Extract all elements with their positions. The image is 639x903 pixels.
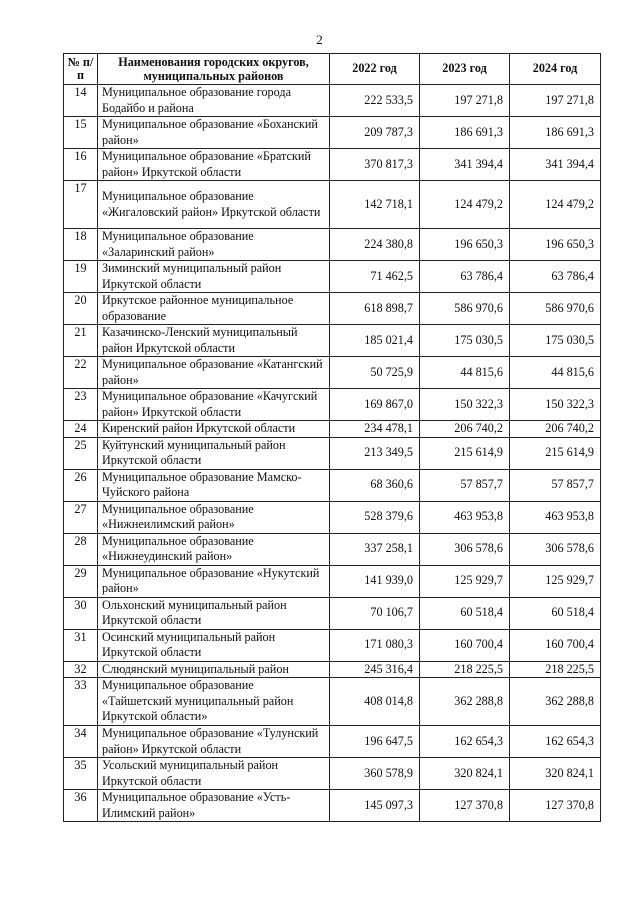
value-2024: 215 614,9	[510, 437, 601, 469]
table-row	[64, 261, 601, 293]
row-name: Муниципальное образование «Боханский район»	[98, 117, 330, 149]
row-name: Муниципальное образование «Жигаловский район» Иркутской области	[98, 181, 330, 229]
row-name: Осинский муниципальный район Иркутской области	[98, 629, 330, 661]
value-2024: 63 786,4	[510, 261, 601, 293]
value-2023: 362 288,8	[420, 678, 510, 726]
row-number: 19	[64, 261, 98, 293]
value-2022: 337 258,1	[330, 533, 420, 565]
table-row	[64, 469, 601, 501]
value-2022: 141 939,0	[330, 565, 420, 597]
value-2023: 586 970,6	[420, 293, 510, 325]
table-row	[64, 181, 601, 229]
table-row	[64, 149, 601, 181]
table-row	[64, 389, 601, 421]
value-2023: 124 479,2	[420, 181, 510, 229]
row-number: 24	[64, 421, 98, 438]
value-2023: 218 225,5	[420, 661, 510, 678]
row-name: Ольхонский муниципальный район Иркутской области	[98, 597, 330, 629]
row-name: Муниципальное образование «Заларинский район»	[98, 229, 330, 261]
row-number: 20	[64, 293, 98, 325]
value-2023: 206 740,2	[420, 421, 510, 438]
row-name: Муниципальное образование «Тайшетский муниципальный район Иркутской области»	[98, 678, 330, 726]
value-2022: 68 360,6	[330, 469, 420, 501]
table-row	[64, 790, 601, 822]
value-2024: 57 857,7	[510, 469, 601, 501]
value-2022: 145 097,3	[330, 790, 420, 822]
value-2024: 160 700,4	[510, 629, 601, 661]
table-row	[64, 597, 601, 629]
row-name: Слюдянский муниципальный район	[98, 661, 330, 678]
value-2022: 71 462,5	[330, 261, 420, 293]
value-2022: 196 647,5	[330, 726, 420, 758]
table-row	[64, 678, 601, 726]
table-row	[64, 421, 601, 438]
row-name: Казачинско-Ленский муниципальный район Иркутской области	[98, 325, 330, 357]
table-row	[64, 533, 601, 565]
value-2024: 186 691,3	[510, 117, 601, 149]
value-2022: 50 725,9	[330, 357, 420, 389]
value-2024: 60 518,4	[510, 597, 601, 629]
value-2024: 306 578,6	[510, 533, 601, 565]
row-number: 31	[64, 629, 98, 661]
value-2023: 320 824,1	[420, 758, 510, 790]
row-number: 21	[64, 325, 98, 357]
value-2022: 234 478,1	[330, 421, 420, 438]
value-2023: 196 650,3	[420, 229, 510, 261]
value-2024: 341 394,4	[510, 149, 601, 181]
value-2024: 150 322,3	[510, 389, 601, 421]
row-number: 35	[64, 758, 98, 790]
value-2022: 213 349,5	[330, 437, 420, 469]
table-row	[64, 758, 601, 790]
row-number: 23	[64, 389, 98, 421]
value-2024: 218 225,5	[510, 661, 601, 678]
header-2023: 2023 год	[420, 54, 510, 85]
row-number: 18	[64, 229, 98, 261]
value-2024: 44 815,6	[510, 357, 601, 389]
row-number: 36	[64, 790, 98, 822]
value-2024: 197 271,8	[510, 85, 601, 117]
row-name: Куйтунский муниципальный район Иркутской области	[98, 437, 330, 469]
value-2022: 245 316,4	[330, 661, 420, 678]
value-2024: 586 970,6	[510, 293, 601, 325]
value-2023: 162 654,3	[420, 726, 510, 758]
table-row	[64, 629, 601, 661]
value-2022: 618 898,7	[330, 293, 420, 325]
row-number: 32	[64, 661, 98, 678]
value-2023: 57 857,7	[420, 469, 510, 501]
value-2022: 360 578,9	[330, 758, 420, 790]
row-number: 28	[64, 533, 98, 565]
value-2023: 60 518,4	[420, 597, 510, 629]
value-2024: 463 953,8	[510, 501, 601, 533]
row-name: Зиминский муниципальный район Иркутской области	[98, 261, 330, 293]
budget-table	[63, 53, 601, 822]
value-2024: 320 824,1	[510, 758, 601, 790]
value-2023: 215 614,9	[420, 437, 510, 469]
table-row	[64, 85, 601, 117]
table-row	[64, 325, 601, 357]
row-number: 25	[64, 437, 98, 469]
row-name: Муниципальное образование «Усть-Илимский район»	[98, 790, 330, 822]
value-2023: 125 929,7	[420, 565, 510, 597]
row-number: 26	[64, 469, 98, 501]
row-number: 16	[64, 149, 98, 181]
row-name: Муниципальное образование «Нижнеилимский район»	[98, 501, 330, 533]
value-2024: 362 288,8	[510, 678, 601, 726]
value-2023: 186 691,3	[420, 117, 510, 149]
value-2024: 206 740,2	[510, 421, 601, 438]
value-2022: 528 379,6	[330, 501, 420, 533]
row-number: 33	[64, 678, 98, 726]
value-2024: 125 929,7	[510, 565, 601, 597]
row-name: Иркутское районное муниципальное образование	[98, 293, 330, 325]
row-number: 30	[64, 597, 98, 629]
value-2023: 463 953,8	[420, 501, 510, 533]
row-number: 22	[64, 357, 98, 389]
header-name: Наименования городских округов, муниципальных районов	[98, 54, 330, 85]
value-2023: 160 700,4	[420, 629, 510, 661]
value-2023: 150 322,3	[420, 389, 510, 421]
table-row	[64, 501, 601, 533]
value-2023: 341 394,4	[420, 149, 510, 181]
row-number: 27	[64, 501, 98, 533]
value-2024: 127 370,8	[510, 790, 601, 822]
value-2023: 44 815,6	[420, 357, 510, 389]
table-row	[64, 357, 601, 389]
header-num: № п/п	[64, 54, 98, 85]
value-2022: 70 106,7	[330, 597, 420, 629]
table-row	[64, 661, 601, 678]
row-name: Муниципальное образование города Бодайбо и района	[98, 85, 330, 117]
row-number: 15	[64, 117, 98, 149]
value-2022: 209 787,3	[330, 117, 420, 149]
value-2022: 171 080,3	[330, 629, 420, 661]
value-2022: 224 380,8	[330, 229, 420, 261]
value-2024: 175 030,5	[510, 325, 601, 357]
value-2022: 222 533,5	[330, 85, 420, 117]
header-2022: 2022 год	[330, 54, 420, 85]
table-header-row	[64, 54, 601, 85]
header-2024: 2024 год	[510, 54, 601, 85]
value-2022: 169 867,0	[330, 389, 420, 421]
value-2023: 127 370,8	[420, 790, 510, 822]
row-name: Киренский район Иркутской области	[98, 421, 330, 438]
value-2022: 142 718,1	[330, 181, 420, 229]
page-number: 2	[316, 32, 323, 47]
value-2023: 175 030,5	[420, 325, 510, 357]
row-name: Муниципальное образование «Братский район» Иркутской области	[98, 149, 330, 181]
value-2024: 162 654,3	[510, 726, 601, 758]
table-row	[64, 437, 601, 469]
value-2022: 370 817,3	[330, 149, 420, 181]
row-name: Муниципальное образование «Нукутский район»	[98, 565, 330, 597]
table-row	[64, 565, 601, 597]
row-name: Муниципальное образование «Катангский район»	[98, 357, 330, 389]
value-2024: 124 479,2	[510, 181, 601, 229]
table-row	[64, 293, 601, 325]
row-name: Усольский муниципальный район Иркутской области	[98, 758, 330, 790]
row-number: 29	[64, 565, 98, 597]
row-name: Муниципальное образование Мамско-Чуйского района	[98, 469, 330, 501]
table-row	[64, 726, 601, 758]
row-number: 17	[64, 181, 98, 229]
value-2022: 185 021,4	[330, 325, 420, 357]
value-2023: 63 786,4	[420, 261, 510, 293]
row-number: 34	[64, 726, 98, 758]
row-number: 14	[64, 85, 98, 117]
value-2024: 196 650,3	[510, 229, 601, 261]
row-name: Муниципальное образование «Тулунский район» Иркутской области	[98, 726, 330, 758]
table-row	[64, 117, 601, 149]
value-2023: 306 578,6	[420, 533, 510, 565]
value-2022: 408 014,8	[330, 678, 420, 726]
value-2023: 197 271,8	[420, 85, 510, 117]
row-name: Муниципальное образование «Нижнеудинский район»	[98, 533, 330, 565]
row-name: Муниципальное образование «Качугский район» Иркутской области	[98, 389, 330, 421]
table-row	[64, 229, 601, 261]
